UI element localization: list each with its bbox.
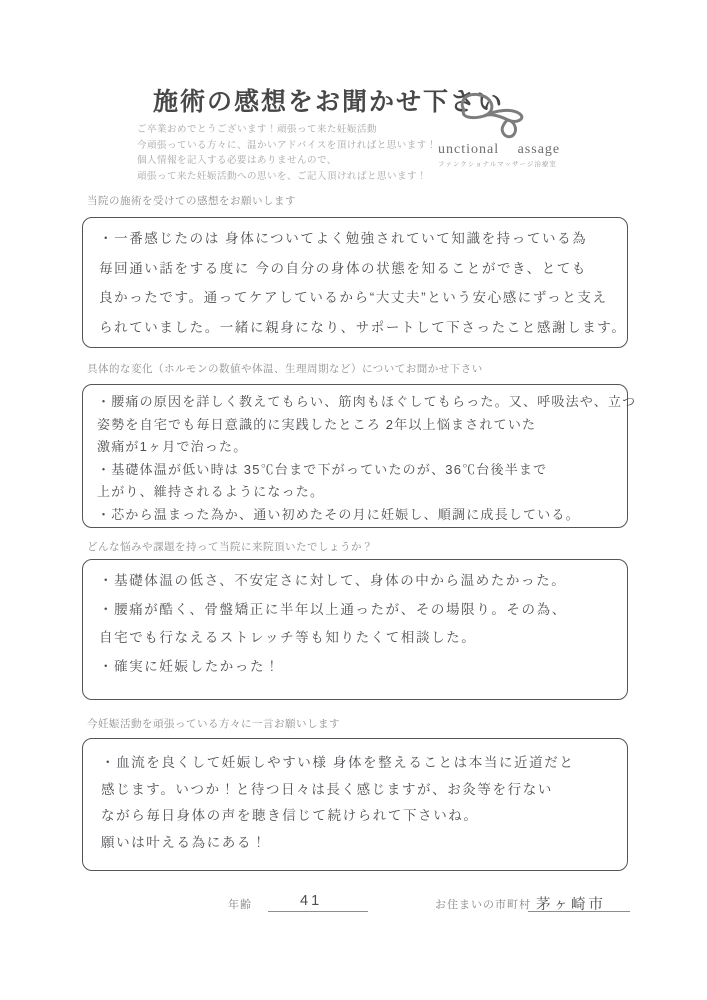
intro-line: 個人情報を記入する必要はありませんので、 bbox=[137, 155, 337, 166]
handwriting-line: ・血流を良くして妊娠しやすい様 身体を整えることは本当に近道だと bbox=[101, 755, 575, 770]
handwriting-line: 願いは叶える為にある！ bbox=[101, 834, 268, 850]
intro-line: 頑張って来た妊娠活動への思いを、ご記入頂ければと思います！ bbox=[137, 170, 428, 182]
section-label-message: 今妊娠活動を頑張っている方々に一言お願いします bbox=[87, 718, 340, 730]
handwriting-line: ・一番感じたのは 身体についてよく勉強されていて知識を持っている為 bbox=[99, 231, 588, 246]
handwriting-line: 感じます。いつか！と待つ日々は長く感じますが、お灸等を行ない bbox=[101, 781, 553, 797]
clinic-logo bbox=[438, 88, 618, 168]
handwriting-line: 激痛が1ヶ月で治った。 bbox=[97, 439, 248, 454]
response-box-impressions bbox=[82, 217, 628, 348]
page-title: 施術の感想をお聞かせ下さい bbox=[153, 88, 505, 116]
intro-line: 今頑張っている方々に、温かいアドバイスを頂ければと思います！ bbox=[137, 139, 437, 151]
city-label: お住まいの市町村 bbox=[435, 899, 531, 911]
section-label-changes: 具体的な変化（ホルモンの数値や体温、生理周期など）についてお聞かせ下さい bbox=[87, 363, 483, 375]
response-box-message bbox=[82, 738, 628, 871]
handwriting-line: 自宅でも行なえるストレッチ等も知りたくて相談した。 bbox=[99, 630, 477, 645]
handwriting-line: ながら毎日身体の声を聴き信じて続けられて下さいね。 bbox=[101, 808, 479, 823]
city-value: 茅ヶ崎市 bbox=[536, 897, 606, 913]
handwriting-line: 毎回通い話をする度に 今の自分の身体の状態を知ることができ、とても bbox=[99, 260, 588, 276]
section-label-concerns: どんな悩みや課題を持って当院に来院頂いたでしょうか？ bbox=[87, 541, 373, 553]
intro-text bbox=[137, 122, 437, 184]
handwriting-line: ・確実に妊娠したかった！ bbox=[99, 658, 281, 674]
response-box-changes bbox=[82, 384, 637, 528]
response-box-concerns bbox=[82, 559, 628, 700]
handwriting-line: ・基礎体温が低い時は 35℃台まで下がっていたのが、36℃台後半まで bbox=[97, 461, 548, 477]
handwriting-line: ・腰痛が酷く、骨盤矯正に半年以上通ったが、その場限り。その為、 bbox=[99, 601, 567, 617]
handwriting-line: られていました。一緒に親身になり、サポートして下さったこと感謝します。 bbox=[99, 319, 627, 335]
brand-text: unctional assage bbox=[438, 142, 561, 157]
handwriting-line: 姿勢を自宅でも毎日意識的に実践したところ 2年以上悩まされていた bbox=[97, 416, 537, 432]
ribbon-loop-icon bbox=[450, 88, 570, 140]
age-value: 41 bbox=[300, 893, 323, 909]
handwriting-line: ・腰痛の原因を詳しく教えてもらい、筋肉もほぐしてもらった。又、呼吸法や、立つ bbox=[97, 394, 637, 409]
age-underline bbox=[268, 911, 368, 912]
section-label-impressions: 当院の施術を受けての感想をお願いします bbox=[87, 195, 296, 207]
handwriting-line: ・基礎体温の低さ、不安定さに対して、身体の中から温めたかった。 bbox=[99, 573, 567, 588]
brand-subtext: ファンクショナルマッサージ治療室 bbox=[438, 161, 557, 168]
handwriting-line: 良かったです。通ってケアしているから“大丈夫”という安心感にずっと支え bbox=[99, 290, 608, 305]
age-label: 年齢 bbox=[228, 899, 252, 911]
handwriting-line: 上がり、維持されるようになった。 bbox=[97, 484, 325, 499]
intro-line: ご卒業おめでとうございます！頑張って来た妊娠活動 bbox=[137, 124, 378, 135]
handwriting-line: ・芯から温まった為か、通い初めたその月に妊娠し、順調に成長している。 bbox=[97, 506, 580, 522]
